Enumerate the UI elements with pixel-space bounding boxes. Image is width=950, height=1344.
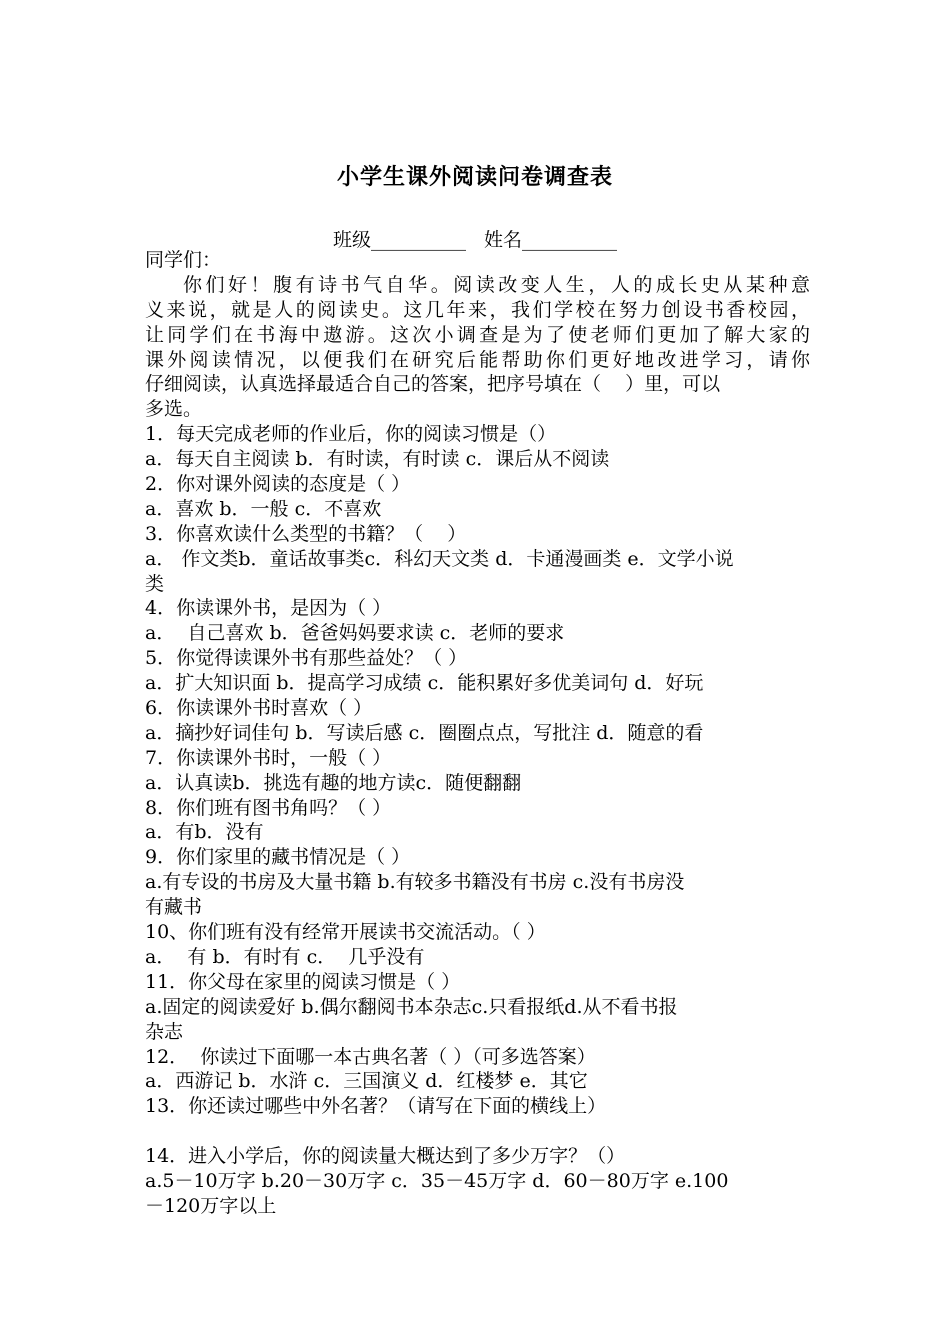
question-9-options-cont: 有藏书 bbox=[145, 896, 203, 919]
intro-line-3: 让同学们在书海中遨游。这次小调查是为了使老师们更加了解大家的 bbox=[145, 323, 810, 346]
question-5-options: a．扩大知识面 b．提高学习成绩 c．能积累好多优美词句 d．好玩 bbox=[145, 672, 704, 695]
intro-line-4: 课外阅读情况，以便我们在研究后能帮助你们更好地改进学习，请你 bbox=[145, 348, 810, 371]
question-7-options: a．认真读b．挑选有趣的地方读c．随便翻翻 bbox=[145, 771, 522, 794]
question-10-options: a． 有 b．有时有 c． 几乎没有 bbox=[145, 945, 425, 968]
question-4: 4．你读课外书，是因为（ ） bbox=[145, 597, 392, 620]
question-14-options-cont: －120万字以上 bbox=[145, 1194, 277, 1217]
question-5: 5．你觉得读课外书有那些益处？（ ） bbox=[145, 647, 468, 670]
intro-line-1: 你们好！腹有诗书气自华。阅读改变人生，人的成长史从某种意 bbox=[183, 273, 810, 296]
question-11-options-cont: 杂志 bbox=[145, 1020, 184, 1043]
question-4-options: a． 自己喜欢 b．爸爸妈妈要求读 c．老师的要求 bbox=[145, 622, 565, 645]
question-3-options-cont: 类 bbox=[145, 572, 165, 595]
intro-line-2: 义来说，就是人的阅读史。这几年来，我们学校在努力创设书香校园， bbox=[145, 298, 810, 321]
intro-line-6: 多选。 bbox=[145, 398, 203, 421]
intro-line-5: 仔细阅读，认真选择最适合自己的答案，把序号填在（ ）里，可以 bbox=[145, 373, 721, 396]
question-8-options: a．有b．没有 bbox=[145, 821, 264, 844]
question-6: 6．你读课外书时喜欢（ ） bbox=[145, 697, 373, 720]
class-name-line: 班级__________ 姓名__________ bbox=[332, 229, 618, 251]
answer-blank-line bbox=[145, 1119, 810, 1144]
question-2: 2．你对课外阅读的态度是（ ） bbox=[145, 473, 411, 496]
question-11-options: a.固定的阅读爱好 b.偶尔翻阅书本杂志c.只看报纸d.从不看书报 bbox=[145, 995, 678, 1018]
question-12-options: a．西游记 b．水浒 c．三国演义 d．红楼梦 e．其它 bbox=[145, 1070, 588, 1093]
question-9-options: a.有专设的书房及大量书籍 b.有较多书籍没有书房 c.没有书房没 bbox=[145, 871, 685, 894]
question-9: 9．你们家里的藏书情况是（ ） bbox=[145, 846, 411, 869]
greeting: 同学们： bbox=[145, 249, 222, 271]
question-3: 3．你喜欢读什么类型的书籍？（ ） bbox=[145, 522, 467, 545]
question-11: 11．你父母在家里的阅读习惯是（ ） bbox=[145, 970, 461, 993]
question-2-options: a．喜欢 b．一般 c．不喜欢 bbox=[145, 497, 382, 520]
question-12: 12． 你读过下面哪一本古典名著（ ）（可多选答案） bbox=[145, 1045, 596, 1068]
question-1-options: a．每天自主阅读 b．有时读，有时读 c．课后从不阅读 bbox=[145, 448, 610, 471]
question-6-options: a．摘抄好词佳句 b．写读后感 c．圈圈点点，写批注 d．随意的看 bbox=[145, 721, 704, 744]
question-13: 13．你还读过哪些中外名著？（请写在下面的横线上） bbox=[145, 1095, 607, 1118]
question-3-options: a． 作文类b．童话故事类c．科幻天文类 d．卡通漫画类 e．文学小说 bbox=[145, 547, 734, 570]
document-title: 小学生课外阅读问卷调查表 bbox=[336, 164, 613, 190]
question-7: 7．你读课外书时，一般（ ） bbox=[145, 746, 392, 769]
question-8: 8．你们班有图书角吗？（ ） bbox=[145, 796, 392, 819]
question-1: 1．每天完成老师的作业后，你的阅读习惯是（） bbox=[145, 423, 557, 446]
question-10: 10、你们班有没有经常开展读书交流活动。（ ） bbox=[145, 921, 546, 944]
document-body bbox=[145, 248, 810, 1219]
question-14: 14．进入小学后，你的阅读量大概达到了多少万字？（） bbox=[145, 1145, 626, 1168]
question-14-options: a.5－10万字 b.20－30万字 c．35－45万字 d．60－80万字 e.100 bbox=[145, 1169, 729, 1192]
